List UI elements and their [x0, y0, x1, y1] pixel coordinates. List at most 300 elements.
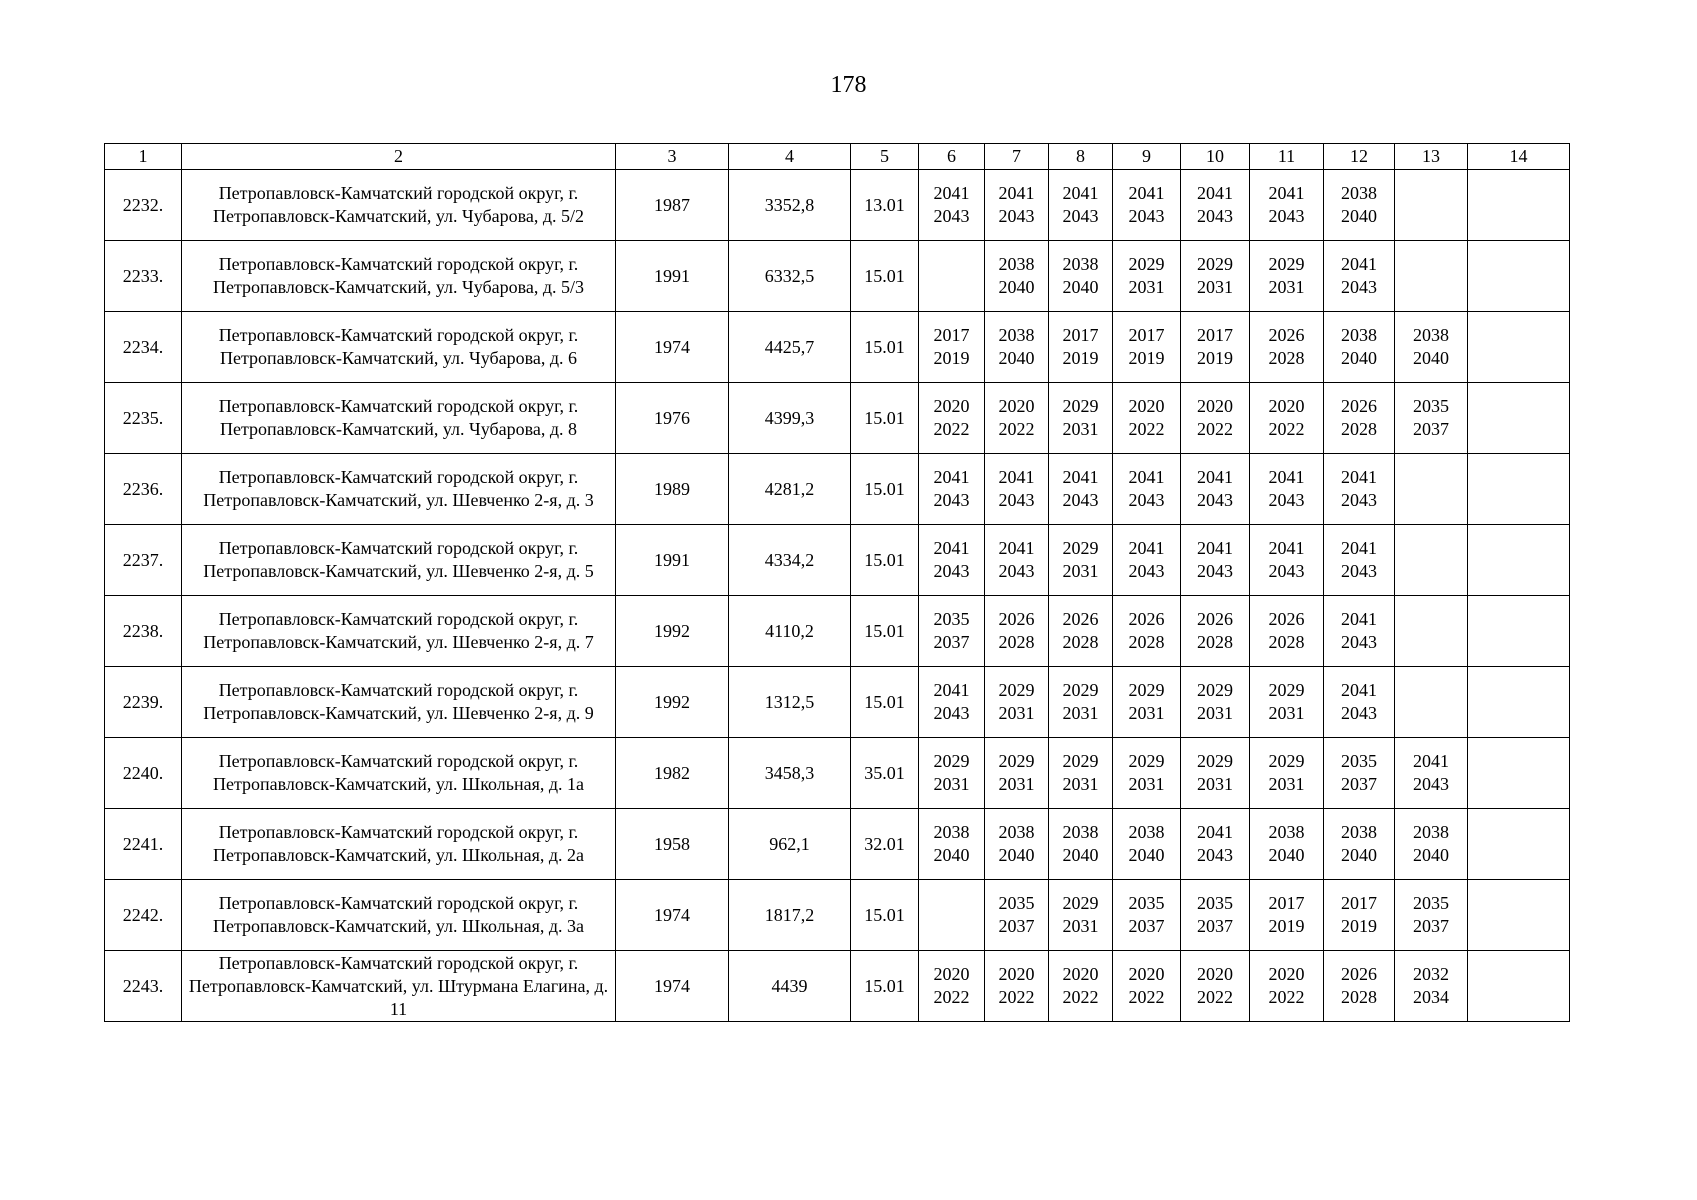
period-cell: [985, 312, 1049, 383]
period-end-year: 2022: [933, 987, 970, 1007]
period-start-year: 2032: [1413, 964, 1449, 984]
period-end-year: 2019: [1128, 348, 1165, 368]
period-cell: [1395, 170, 1468, 241]
period-start-year: 2041: [998, 538, 1035, 558]
period-end-year: 2019: [1268, 916, 1305, 936]
period-start-year: 2041: [1062, 183, 1099, 203]
period-end-year: 2040: [998, 277, 1035, 297]
period-cell: [919, 596, 985, 667]
period-end-year: 2043: [1268, 206, 1305, 226]
table-row: [105, 738, 1570, 809]
period-start-year: 2026: [1268, 325, 1305, 345]
row-number-cell: 2234.: [105, 312, 182, 383]
build-year-cell: 1991: [616, 525, 729, 596]
period-end-year: 2043: [1341, 632, 1377, 652]
period-end-year: 2043: [1268, 490, 1305, 510]
period-end-year: 2031: [1128, 774, 1165, 794]
period-end-year: 2037: [998, 916, 1035, 936]
period-cell: [1113, 809, 1181, 880]
period-end-year: 2043: [1062, 206, 1099, 226]
period-end-year: 2028: [1062, 632, 1099, 652]
area-cell: 3352,8: [729, 170, 851, 241]
period-end-year: 2040: [933, 845, 970, 865]
period-cell: [1395, 596, 1468, 667]
period-cell: [1113, 525, 1181, 596]
area-cell: 4110,2: [729, 596, 851, 667]
address-cell: Петропавловск-Камчатский городской округ, г. Петропавловск-Камчатский, ул. Чубарова, д. 5/3: [182, 241, 616, 312]
empty-cell: [1468, 525, 1570, 596]
period-cell: [1113, 312, 1181, 383]
period-cell: [1181, 454, 1250, 525]
period-cell: [1049, 596, 1113, 667]
area-cell: 4281,2: [729, 454, 851, 525]
period-end-year: 2037: [933, 632, 970, 652]
area-cell: 4425,7: [729, 312, 851, 383]
column-header: 2: [182, 144, 616, 170]
period-start-year: 2035: [1341, 751, 1377, 771]
column-header: 1: [105, 144, 182, 170]
period-cell: [1181, 312, 1250, 383]
column-header: 4: [729, 144, 851, 170]
table-row: [105, 880, 1570, 951]
period-cell: [1324, 241, 1395, 312]
period-cell: [985, 596, 1049, 667]
period-end-year: 2043: [1197, 206, 1233, 226]
period-start-year: 2029: [1197, 680, 1233, 700]
period-end-year: 2031: [1197, 277, 1233, 297]
period-end-year: 2019: [1062, 348, 1099, 368]
code-cell: 32.01: [851, 809, 919, 880]
period-cell: [985, 880, 1049, 951]
period-end-year: 2040: [1341, 206, 1377, 226]
period-start-year: 2026: [1062, 609, 1099, 629]
period-end-year: 2031: [998, 703, 1035, 723]
period-end-year: 2043: [933, 206, 970, 226]
period-end-year: 2031: [933, 774, 970, 794]
period-start-year: 2038: [998, 822, 1035, 842]
area-cell: 1817,2: [729, 880, 851, 951]
period-start-year: 2020: [933, 396, 970, 416]
period-start-year: 2038: [933, 822, 970, 842]
period-end-year: 2040: [998, 845, 1035, 865]
period-start-year: 2020: [1128, 964, 1165, 984]
period-start-year: 2026: [1341, 964, 1377, 984]
period-end-year: 2037: [1128, 916, 1165, 936]
period-cell: [919, 951, 985, 1022]
period-cell: [1395, 738, 1468, 809]
period-cell: [985, 454, 1049, 525]
table-row: [105, 596, 1570, 667]
period-end-year: 2040: [1341, 348, 1377, 368]
code-cell: 13.01: [851, 170, 919, 241]
period-start-year: 2038: [1062, 254, 1099, 274]
period-start-year: 2041: [1341, 680, 1377, 700]
period-start-year: 2041: [933, 183, 970, 203]
period-start-year: 2020: [1268, 964, 1305, 984]
period-end-year: 2028: [1197, 632, 1233, 652]
period-end-year: 2043: [933, 561, 970, 581]
period-end-year: 2043: [1341, 703, 1377, 723]
period-start-year: 2026: [1268, 609, 1305, 629]
period-start-year: 2029: [998, 751, 1035, 771]
period-start-year: 2041: [1062, 467, 1099, 487]
period-cell: [1181, 809, 1250, 880]
period-cell: [1113, 383, 1181, 454]
address-cell: Петропавловск-Камчатский городской округ, г. Петропавловск-Камчатский, ул. Школьная, д. 2а: [182, 809, 616, 880]
period-end-year: 2043: [998, 490, 1035, 510]
period-cell: [1250, 454, 1324, 525]
area-cell: 3458,3: [729, 738, 851, 809]
period-cell: [1324, 312, 1395, 383]
period-start-year: 2029: [1062, 680, 1099, 700]
period-cell: [1113, 170, 1181, 241]
column-header: 14: [1468, 144, 1570, 170]
period-cell: [1049, 525, 1113, 596]
period-end-year: 2028: [998, 632, 1035, 652]
period-cell: [1113, 596, 1181, 667]
period-start-year: 2035: [1413, 893, 1449, 913]
period-end-year: 2043: [998, 561, 1035, 581]
period-end-year: 2031: [1062, 916, 1099, 936]
period-end-year: 2028: [1341, 987, 1377, 1007]
period-cell: [985, 809, 1049, 880]
area-cell: 962,1: [729, 809, 851, 880]
period-cell: [1324, 454, 1395, 525]
period-end-year: 2031: [1062, 561, 1099, 581]
period-cell: [1113, 241, 1181, 312]
period-start-year: 2041: [998, 183, 1035, 203]
period-cell: [1250, 809, 1324, 880]
column-header: 7: [985, 144, 1049, 170]
code-cell: 15.01: [851, 454, 919, 525]
area-cell: 6332,5: [729, 241, 851, 312]
period-cell: [1395, 525, 1468, 596]
period-start-year: 2029: [1062, 396, 1099, 416]
period-start-year: 2029: [1128, 751, 1165, 771]
table-row: [105, 809, 1570, 880]
period-start-year: 2020: [1128, 396, 1165, 416]
period-cell: [985, 951, 1049, 1022]
period-cell: [1181, 667, 1250, 738]
column-header: 11: [1250, 144, 1324, 170]
period-end-year: 2031: [1268, 703, 1305, 723]
period-start-year: 2038: [1413, 325, 1449, 345]
period-start-year: 2041: [1268, 467, 1305, 487]
empty-cell: [1468, 596, 1570, 667]
period-cell: [1395, 454, 1468, 525]
address-cell: Петропавловск-Камчатский городской округ, г. Петропавловск-Камчатский, ул. Чубарова, д. 6: [182, 312, 616, 383]
period-cell: [919, 738, 985, 809]
column-header: 9: [1113, 144, 1181, 170]
period-start-year: 2035: [1128, 893, 1165, 913]
period-cell: [1250, 738, 1324, 809]
period-start-year: 2041: [1413, 751, 1449, 771]
period-start-year: 2041: [1128, 538, 1165, 558]
period-cell: [1181, 596, 1250, 667]
period-start-year: 2041: [1197, 467, 1233, 487]
period-cell: [1049, 241, 1113, 312]
period-cell: [1395, 312, 1468, 383]
period-cell: [1181, 525, 1250, 596]
row-number-cell: 2237.: [105, 525, 182, 596]
row-number-cell: 2243.: [105, 951, 182, 1022]
period-start-year: 2026: [998, 609, 1035, 629]
period-cell: [985, 170, 1049, 241]
build-year-cell: 1989: [616, 454, 729, 525]
period-end-year: 2022: [998, 419, 1035, 439]
period-end-year: 2019: [933, 348, 970, 368]
period-cell: [1049, 454, 1113, 525]
table-row: [105, 667, 1570, 738]
period-start-year: 2026: [1197, 609, 1233, 629]
period-start-year: 2041: [1128, 467, 1165, 487]
period-start-year: 2029: [1197, 254, 1233, 274]
period-end-year: 2040: [998, 348, 1035, 368]
period-cell: [1181, 951, 1250, 1022]
period-cell: [985, 525, 1049, 596]
period-start-year: 2041: [1197, 183, 1233, 203]
registry-table: [104, 143, 1570, 1022]
column-header: 5: [851, 144, 919, 170]
period-end-year: 2043: [1197, 490, 1233, 510]
row-number-cell: 2239.: [105, 667, 182, 738]
period-end-year: 2043: [1128, 206, 1165, 226]
period-end-year: 2037: [1413, 419, 1449, 439]
build-year-cell: 1976: [616, 383, 729, 454]
period-start-year: 2017: [1062, 325, 1099, 345]
period-start-year: 2029: [1128, 254, 1165, 274]
period-cell: [1113, 667, 1181, 738]
column-header: 3: [616, 144, 729, 170]
period-end-year: 2019: [1197, 348, 1233, 368]
empty-cell: [1468, 880, 1570, 951]
period-cell: [1049, 312, 1113, 383]
period-start-year: 2038: [1341, 822, 1377, 842]
period-start-year: 2041: [1341, 467, 1377, 487]
column-header: 13: [1395, 144, 1468, 170]
period-start-year: 2029: [1062, 538, 1099, 558]
row-number-cell: 2233.: [105, 241, 182, 312]
address-cell: Петропавловск-Камчатский городской округ, г. Петропавловск-Камчатский, ул. Шевченко 2-я, д. 7: [182, 596, 616, 667]
period-start-year: 2017: [1268, 893, 1305, 913]
code-cell: 15.01: [851, 951, 919, 1022]
period-end-year: 2043: [1128, 561, 1165, 581]
period-end-year: 2031: [1268, 277, 1305, 297]
period-start-year: 2038: [1268, 822, 1305, 842]
period-end-year: 2040: [1268, 845, 1305, 865]
page-number: 178: [830, 72, 867, 98]
period-end-year: 2043: [1128, 490, 1165, 510]
period-cell: [1324, 525, 1395, 596]
empty-cell: [1468, 667, 1570, 738]
period-end-year: 2043: [1341, 490, 1377, 510]
period-cell: [919, 170, 985, 241]
period-cell: [1324, 383, 1395, 454]
row-number-cell: 2236.: [105, 454, 182, 525]
period-cell: [1395, 809, 1468, 880]
period-cell: [1324, 596, 1395, 667]
period-cell: [1113, 738, 1181, 809]
build-year-cell: 1958: [616, 809, 729, 880]
period-start-year: 2020: [933, 964, 970, 984]
area-cell: 1312,5: [729, 667, 851, 738]
code-cell: 15.01: [851, 525, 919, 596]
period-cell: [1113, 951, 1181, 1022]
empty-cell: [1468, 809, 1570, 880]
period-end-year: 2043: [933, 490, 970, 510]
table-row: [105, 170, 1570, 241]
period-cell: [1250, 312, 1324, 383]
period-end-year: 2031: [1128, 703, 1165, 723]
row-number-cell: 2240.: [105, 738, 182, 809]
period-cell: [1250, 667, 1324, 738]
period-end-year: 2034: [1413, 987, 1449, 1007]
build-year-cell: 1992: [616, 667, 729, 738]
period-end-year: 2040: [1062, 277, 1099, 297]
period-start-year: 2038: [1128, 822, 1165, 842]
row-number-cell: 2242.: [105, 880, 182, 951]
period-start-year: 2035: [998, 893, 1035, 913]
column-header: 10: [1181, 144, 1250, 170]
period-cell: [1250, 951, 1324, 1022]
period-cell: [1250, 880, 1324, 951]
code-cell: 15.01: [851, 383, 919, 454]
period-cell: [1049, 667, 1113, 738]
period-start-year: 2041: [1268, 538, 1305, 558]
period-start-year: 2029: [998, 680, 1035, 700]
period-cell: [1049, 738, 1113, 809]
period-end-year: 2040: [1341, 845, 1377, 865]
table-row: [105, 383, 1570, 454]
period-cell: [1250, 596, 1324, 667]
period-start-year: 2038: [1341, 183, 1377, 203]
period-end-year: 2022: [998, 987, 1035, 1007]
period-end-year: 2037: [1413, 916, 1449, 936]
period-end-year: 2037: [1197, 916, 1233, 936]
table-row: [105, 951, 1570, 1022]
period-cell: [985, 738, 1049, 809]
period-start-year: 2017: [1197, 325, 1233, 345]
period-start-year: 2038: [1341, 325, 1377, 345]
period-start-year: 2041: [1197, 538, 1233, 558]
address-cell: Петропавловск-Камчатский городской округ, г. Петропавловск-Камчатский, ул. Школьная, д. 3а: [182, 880, 616, 951]
period-start-year: 2035: [933, 609, 970, 629]
period-start-year: 2038: [998, 325, 1035, 345]
period-cell: [1049, 809, 1113, 880]
period-end-year: 2022: [1268, 987, 1305, 1007]
period-end-year: 2043: [1341, 277, 1377, 297]
table-row: [105, 241, 1570, 312]
address-cell: Петропавловск-Камчатский городской округ, г. Петропавловск-Камчатский, ул. Шевченко 2-я, д. 3: [182, 454, 616, 525]
header-row: [105, 144, 1570, 170]
period-start-year: 2041: [1268, 183, 1305, 203]
period-cell: [1324, 880, 1395, 951]
period-end-year: 2022: [1128, 987, 1165, 1007]
period-cell: [1324, 738, 1395, 809]
build-year-cell: 1991: [616, 241, 729, 312]
period-end-year: 2040: [1128, 845, 1165, 865]
period-cell: [1395, 383, 1468, 454]
empty-cell: [1468, 951, 1570, 1022]
period-end-year: 2031: [998, 774, 1035, 794]
period-end-year: 2022: [1197, 419, 1233, 439]
period-cell: [1324, 951, 1395, 1022]
address-cell: Петропавловск-Камчатский городской округ, г. Петропавловск-Камчатский, ул. Штурмана Елагина, д. 11: [182, 951, 616, 1022]
period-start-year: 2041: [998, 467, 1035, 487]
empty-cell: [1468, 738, 1570, 809]
period-cell: [1181, 170, 1250, 241]
period-start-year: 2026: [1128, 609, 1165, 629]
row-number-cell: 2238.: [105, 596, 182, 667]
period-cell: [1181, 738, 1250, 809]
empty-cell: [1468, 170, 1570, 241]
period-end-year: 2031: [1062, 774, 1099, 794]
address-cell: Петропавловск-Камчатский городской округ, г. Петропавловск-Камчатский, ул. Чубарова, д. 5/2: [182, 170, 616, 241]
period-start-year: 2020: [998, 396, 1035, 416]
period-start-year: 2029: [1197, 751, 1233, 771]
code-cell: 15.01: [851, 596, 919, 667]
period-end-year: 2031: [1197, 774, 1233, 794]
period-cell: [1049, 170, 1113, 241]
period-cell: [1049, 880, 1113, 951]
row-number-cell: 2241.: [105, 809, 182, 880]
period-cell: [919, 383, 985, 454]
period-end-year: 2043: [1062, 490, 1099, 510]
period-cell: [985, 383, 1049, 454]
period-start-year: 2035: [1197, 893, 1233, 913]
code-cell: 15.01: [851, 667, 919, 738]
period-end-year: 2028: [1268, 348, 1305, 368]
period-end-year: 2028: [1128, 632, 1165, 652]
period-cell: [919, 667, 985, 738]
period-cell: [1250, 170, 1324, 241]
period-end-year: 2037: [1341, 774, 1377, 794]
period-start-year: 2017: [1341, 893, 1377, 913]
table-row: [105, 525, 1570, 596]
table-row: [105, 312, 1570, 383]
period-end-year: 2022: [1062, 987, 1099, 1007]
period-start-year: 2035: [1413, 396, 1449, 416]
period-cell: [1395, 880, 1468, 951]
build-year-cell: 1974: [616, 312, 729, 383]
period-start-year: 2041: [1341, 609, 1377, 629]
build-year-cell: 1974: [616, 880, 729, 951]
period-cell: [1324, 667, 1395, 738]
column-header: 6: [919, 144, 985, 170]
area-cell: 4439: [729, 951, 851, 1022]
period-start-year: 2041: [933, 680, 970, 700]
period-cell: [985, 241, 1049, 312]
row-number-cell: 2235.: [105, 383, 182, 454]
period-start-year: 2029: [933, 751, 970, 771]
period-cell: [985, 667, 1049, 738]
period-cell: [919, 454, 985, 525]
area-cell: 4399,3: [729, 383, 851, 454]
period-end-year: 2028: [1341, 419, 1377, 439]
period-end-year: 2040: [1413, 845, 1449, 865]
period-start-year: 2041: [933, 467, 970, 487]
period-cell: [919, 525, 985, 596]
period-end-year: 2031: [1268, 774, 1305, 794]
period-cell: [1395, 951, 1468, 1022]
period-cell: [1324, 809, 1395, 880]
build-year-cell: 1982: [616, 738, 729, 809]
period-start-year: 2038: [998, 254, 1035, 274]
period-end-year: 2028: [1268, 632, 1305, 652]
address-cell: Петропавловск-Камчатский городской округ, г. Петропавловск-Камчатский, ул. Шевченко 2-я, д. 5: [182, 525, 616, 596]
build-year-cell: 1987: [616, 170, 729, 241]
period-start-year: 2017: [933, 325, 970, 345]
